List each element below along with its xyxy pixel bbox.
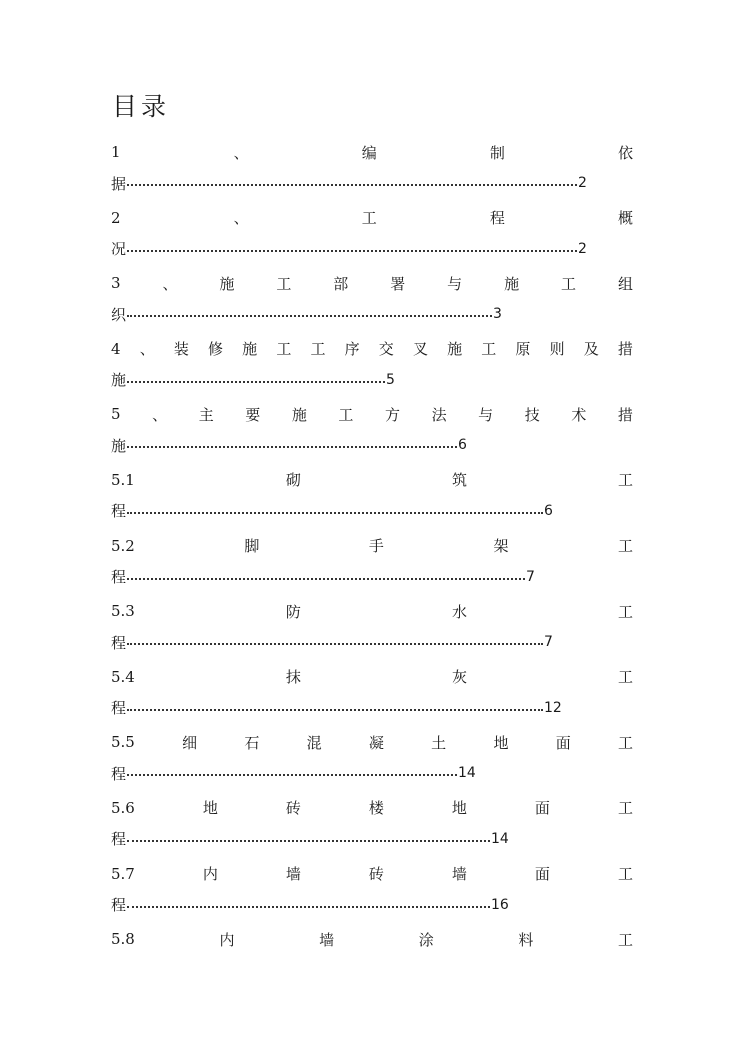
toc-heading-char: 2 — [111, 208, 121, 227]
page-number: 14 — [458, 765, 476, 782]
toc-heading-char: 施 — [219, 274, 235, 293]
toc-heading-char: 4 — [111, 339, 121, 358]
dot-leader — [127, 893, 490, 917]
toc-heading-char: 砌 — [285, 471, 301, 490]
toc-entry-heading — [111, 927, 633, 951]
toc-heading-char: 组 — [617, 274, 633, 293]
toc-entry[interactable] — [111, 858, 633, 924]
toc-entry-continuation — [111, 433, 467, 457]
toc-entry-heading — [111, 862, 633, 886]
toc-heading-char: 5.6 — [111, 798, 135, 817]
toc-entry-continuation — [111, 696, 562, 720]
toc-heading-char: 程 — [489, 209, 505, 228]
toc-heading-char: 内 — [202, 865, 218, 884]
toc-entry-heading — [111, 140, 633, 164]
toc-title: 目录 — [112, 92, 171, 121]
toc-heading-char: 、 — [139, 340, 155, 359]
toc-heading-char: 施 — [504, 274, 520, 293]
toc-entry[interactable] — [111, 661, 633, 727]
toc-heading-last-char: 程 — [111, 633, 127, 652]
dot-leader — [127, 696, 543, 720]
toc-heading-char: 原 — [515, 340, 531, 359]
page-number: 16 — [491, 896, 509, 913]
toc-heading-char: 5.8 — [111, 930, 135, 949]
toc-heading-char: 5 — [111, 405, 121, 424]
toc-entry[interactable] — [111, 398, 633, 464]
page-number: 3 — [493, 306, 502, 323]
dot-leader — [127, 171, 577, 195]
page-number: 12 — [544, 699, 562, 716]
page-number: 7 — [526, 568, 535, 585]
toc-heading-char: 石 — [244, 733, 260, 752]
toc-heading-char: 装 — [173, 340, 189, 359]
toc-entry[interactable] — [111, 333, 633, 399]
toc-heading-char: 部 — [333, 274, 349, 293]
toc-heading-char: 地 — [202, 799, 218, 818]
toc-entry[interactable] — [111, 267, 633, 333]
toc-heading-char: 工 — [276, 274, 292, 293]
toc-heading-last-char: 程 — [111, 502, 127, 521]
toc-entry-heading — [111, 796, 633, 820]
dot-leader — [127, 433, 457, 457]
toc-heading-char: 工 — [617, 537, 633, 556]
toc-entry-continuation — [111, 499, 553, 523]
toc-heading-char: 水 — [451, 602, 467, 621]
toc-heading-char: 署 — [390, 274, 406, 293]
toc-heading-char: 1 — [111, 143, 121, 161]
toc-heading-char: 、 — [152, 405, 168, 424]
toc-entry-heading — [111, 665, 633, 689]
toc-entry-heading — [111, 337, 633, 361]
toc-heading-char: 5.5 — [111, 733, 135, 752]
toc-heading-char: 依 — [617, 143, 633, 162]
toc-heading-char: 与 — [447, 274, 463, 293]
page-number: 2 — [578, 240, 587, 257]
dot-leader — [127, 565, 525, 589]
toc-heading-char: 工 — [617, 602, 633, 621]
page-number: 2 — [578, 175, 587, 191]
toc-heading-char: 砖 — [368, 865, 384, 884]
page-number: 6 — [544, 502, 553, 519]
toc-heading-char: 法 — [431, 405, 447, 424]
toc-heading-char: 涂 — [418, 930, 434, 949]
dot-leader — [127, 499, 543, 523]
toc-heading-char: 面 — [534, 799, 550, 818]
toc-heading-char: 、 — [233, 143, 249, 162]
toc-heading-char: 施 — [447, 340, 463, 359]
dot-leader — [127, 630, 543, 654]
table-of-contents — [111, 136, 633, 989]
toc-heading-char: 墙 — [451, 865, 467, 884]
toc-heading-last-char: 程 — [111, 699, 127, 718]
toc-heading-char: 脚 — [244, 537, 260, 556]
toc-heading-char: 工 — [617, 733, 633, 752]
toc-heading-char: 、 — [162, 274, 178, 293]
toc-entry-continuation — [111, 565, 535, 589]
toc-heading-char: 则 — [549, 340, 565, 359]
toc-heading-char: 编 — [361, 143, 377, 162]
toc-heading-char: 、 — [233, 209, 249, 228]
toc-heading-last-char: 程 — [111, 896, 127, 915]
toc-entry[interactable] — [111, 136, 633, 202]
toc-heading-char: 手 — [368, 537, 384, 556]
dot-leader — [127, 761, 457, 785]
toc-heading-char: 工 — [338, 405, 354, 424]
toc-heading-last-char: 据 — [111, 174, 127, 193]
toc-heading-char: 楼 — [368, 799, 384, 818]
toc-heading-char: 方 — [385, 405, 401, 424]
toc-heading-char: 修 — [208, 340, 224, 359]
toc-heading-last-char: 织 — [111, 305, 127, 324]
toc-entry-continuation — [111, 302, 502, 326]
toc-heading-char: 墙 — [285, 865, 301, 884]
toc-heading-char: 土 — [431, 733, 447, 752]
toc-heading-char: 5.7 — [111, 864, 135, 883]
toc-heading-char: 架 — [493, 537, 509, 556]
toc-entry[interactable] — [111, 792, 633, 858]
toc-heading-char: 工 — [617, 668, 633, 687]
toc-heading-char: 工 — [310, 340, 326, 359]
toc-heading-char: 5.2 — [111, 536, 135, 555]
toc-heading-char: 5.4 — [111, 667, 135, 686]
toc-heading-char: 料 — [518, 930, 534, 949]
toc-heading-char: 工 — [617, 930, 633, 949]
dot-leader — [127, 302, 492, 326]
toc-heading-char: 工 — [561, 274, 577, 293]
toc-heading-char: 混 — [306, 733, 322, 752]
toc-entry[interactable] — [111, 595, 633, 661]
page-number: 5 — [386, 371, 395, 388]
toc-entry-continuation — [111, 893, 509, 917]
toc-heading-char: 3 — [111, 274, 121, 293]
toc-entry-continuation — [111, 171, 587, 195]
toc-entry[interactable] — [111, 530, 633, 596]
toc-entry-heading — [111, 271, 633, 295]
toc-heading-last-char: 施 — [111, 371, 127, 390]
toc-heading-char: 施 — [291, 405, 307, 424]
toc-heading-char: 筑 — [451, 471, 467, 490]
toc-heading-char: 面 — [534, 865, 550, 884]
toc-heading-last-char: 程 — [111, 764, 127, 783]
page-number: 6 — [458, 437, 467, 454]
toc-heading-char: 工 — [617, 865, 633, 884]
toc-heading-char: 防 — [285, 602, 301, 621]
toc-heading-char: 地 — [451, 799, 467, 818]
toc-heading-char: 措 — [617, 405, 633, 424]
toc-heading-char: 序 — [344, 340, 360, 359]
toc-heading-char: 措 — [617, 340, 633, 359]
page-number: 7 — [544, 634, 553, 651]
toc-heading-char: 主 — [198, 405, 214, 424]
toc-heading-char: 技 — [524, 405, 540, 424]
toc-entry[interactable] — [111, 726, 633, 792]
toc-entry-continuation — [111, 827, 509, 851]
toc-heading-char: 灰 — [451, 668, 467, 687]
toc-heading-char: 与 — [478, 405, 494, 424]
toc-heading-char: 术 — [571, 405, 587, 424]
toc-entry[interactable] — [111, 202, 633, 268]
toc-heading-char: 细 — [182, 733, 198, 752]
toc-entry-heading — [111, 730, 633, 754]
page-number: 14 — [491, 830, 509, 847]
toc-heading-char: 制 — [489, 143, 505, 162]
toc-heading-char: 地 — [493, 733, 509, 752]
toc-entry-continuation — [111, 630, 553, 654]
toc-entry-heading — [111, 206, 633, 230]
toc-entry-heading — [111, 599, 633, 623]
toc-entry-continuation — [111, 368, 395, 392]
dot-leader — [127, 368, 385, 392]
toc-entry-heading — [111, 402, 633, 426]
toc-heading-char: 及 — [583, 340, 599, 359]
toc-entry-continuation — [111, 237, 587, 261]
toc-heading-last-char: 程 — [111, 830, 127, 849]
toc-heading-char: 施 — [242, 340, 258, 359]
toc-heading-last-char: 况 — [111, 240, 127, 259]
toc-entry[interactable] — [111, 923, 633, 989]
toc-heading-char: 要 — [245, 405, 261, 424]
toc-heading-char: 抹 — [285, 668, 301, 687]
toc-entry[interactable] — [111, 464, 633, 530]
toc-heading-char: 叉 — [412, 340, 428, 359]
toc-entry-continuation — [111, 761, 476, 785]
toc-heading-char: 凝 — [368, 733, 384, 752]
toc-heading-char: 内 — [219, 930, 235, 949]
toc-heading-char: 工 — [617, 471, 633, 490]
toc-heading-char: 工 — [276, 340, 292, 359]
toc-heading-char: 交 — [378, 340, 394, 359]
toc-heading-last-char: 程 — [111, 568, 127, 587]
toc-heading-char: 工 — [361, 209, 377, 228]
toc-heading-char: 面 — [555, 733, 571, 752]
toc-heading-last-char: 施 — [111, 436, 127, 455]
toc-heading-char: 5.1 — [111, 470, 135, 489]
dot-leader — [127, 827, 490, 851]
toc-heading-char: 工 — [481, 340, 497, 359]
toc-heading-char: 概 — [617, 209, 633, 228]
toc-entry-heading — [111, 468, 633, 492]
toc-heading-char: 墙 — [319, 930, 335, 949]
toc-heading-char: 5.3 — [111, 602, 135, 621]
toc-heading-char: 砖 — [285, 799, 301, 818]
toc-entry-heading — [111, 534, 633, 558]
toc-heading-char: 工 — [617, 799, 633, 818]
dot-leader — [127, 237, 577, 261]
